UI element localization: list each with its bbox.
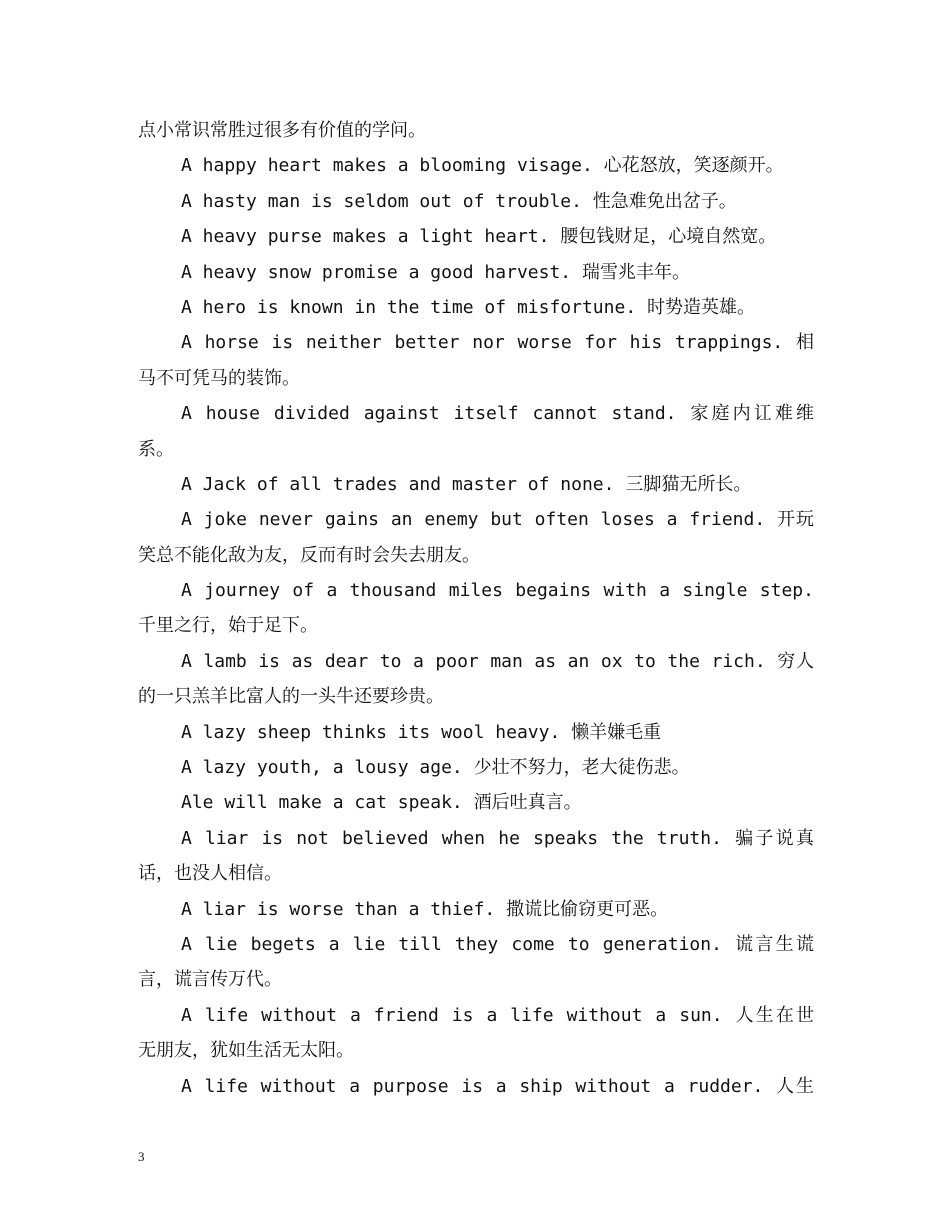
proverb-line: A life without a purpose is a ship without a rudder. 人生: [181, 1075, 814, 1097]
proverb-line: A life without a friend is a life without a sun. 人生在世: [181, 1004, 814, 1026]
proverb-line: A house divided against itself cannot stand. 家庭内讧难维: [181, 403, 814, 425]
proverb-line: A heavy purse makes a light heart. 腰包钱财足，心境自然宽。: [181, 226, 777, 248]
text-line: 点小常识常胜过很多有价值的学问。: [138, 120, 426, 141]
proverb-continuation: 的一只羔羊比富人的一头牛还要珍贵。: [138, 686, 444, 708]
proverb-line: A lazy youth, a lousy age. 少壮不努力，老大徒伤悲。: [181, 757, 690, 779]
proverb-line: A Jack of all trades and master of none. 三脚猫无所长。: [181, 473, 752, 495]
proverb-line: A horse is neither better nor worse for his trappings. 相: [181, 332, 814, 354]
proverb-line: A heavy snow promise a good harvest. 瑞雪兆丰年。: [181, 261, 690, 283]
proverb-line: A lamb is as dear to a poor man as an ox to the rich. 穷人: [181, 650, 814, 672]
proverb-continuation: 千里之行，始于足下。: [138, 615, 318, 637]
proverb-continuation: 话，也没人相信。: [138, 863, 282, 885]
proverb-line: A liar is worse than a thief. 撒谎比偷窃更可恶。: [181, 898, 669, 920]
proverb-line: A lazy sheep thinks its wool heavy. 懒羊嫌毛重: [181, 721, 662, 743]
proverb-continuation: 笑总不能化敌为友，反而有时会失去朋友。: [138, 544, 480, 566]
proverb-continuation: 系。: [138, 438, 174, 460]
proverb-line: A happy heart makes a blooming visage. 心花怒放，笑逐颜开。: [181, 155, 784, 177]
proverb-line: A hasty man is seldom out of trouble. 性急难免出岔子。: [181, 190, 737, 212]
proverb-line: A lie begets a lie till they come to generation. 谎言生谎: [181, 933, 814, 955]
proverb-line: Ale will make a cat speak. 酒后吐真言。: [181, 792, 582, 814]
proverb-line: A hero is known in the time of misfortune. 时势造英雄。: [181, 296, 755, 318]
proverb-continuation: 马不可凭马的装饰。: [138, 367, 300, 389]
page-number: 3: [138, 1149, 145, 1164]
proverb-continuation: 无朋友，犹如生活无太阳。: [138, 1040, 354, 1062]
proverb-line: A liar is not believed when he speaks the truth. 骗子说真: [181, 827, 814, 849]
proverb-line: A journey of a thousand miles begains with a single step.: [181, 580, 814, 602]
proverb-continuation: 言，谎言传万代。: [138, 969, 282, 991]
document-body: [138, 113, 814, 1104]
proverb-line: A joke never gains an enemy but often loses a friend. 开玩: [181, 509, 814, 531]
